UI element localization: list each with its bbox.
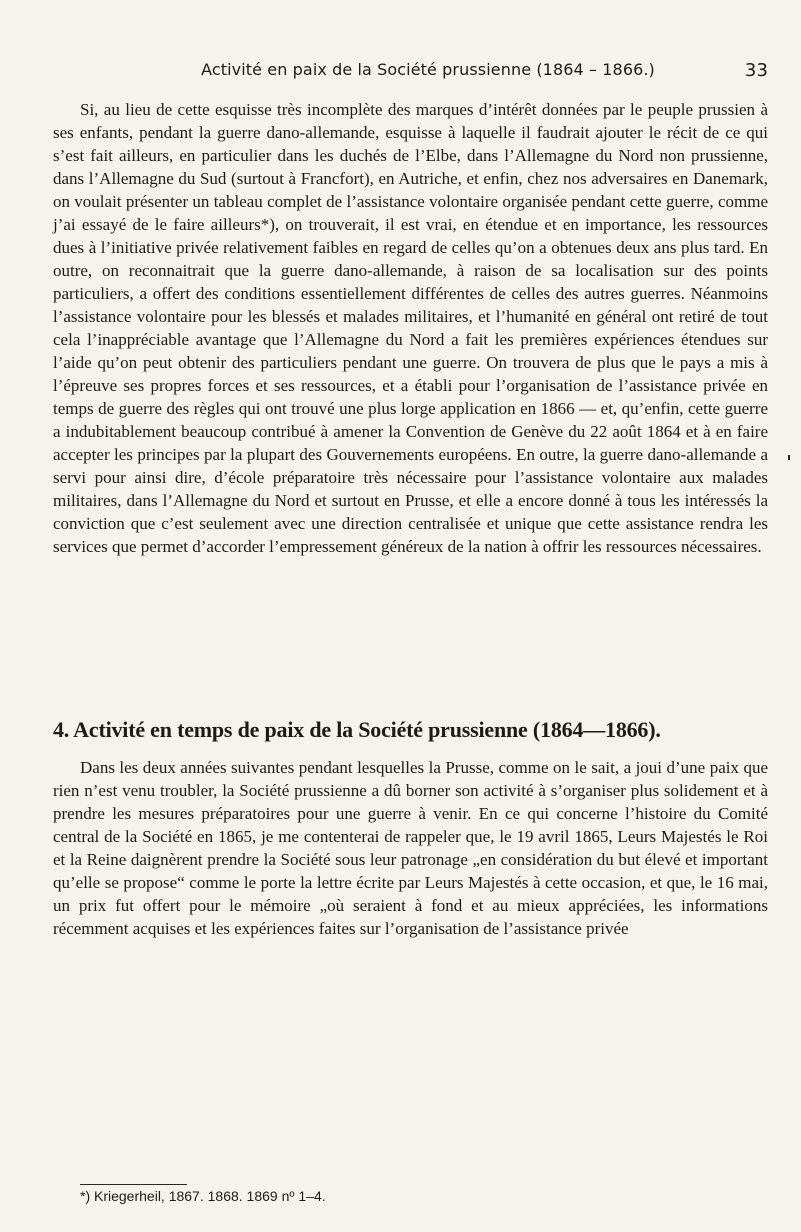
- paragraph-1: Si, au lieu de cette esquisse très incomplète des marques d’intérêt données par le peuple prussien à ses enfants, pendant la guerre dano-allemande, esquisse à laquelle il faudrait ajouter le récit de ce qui s’est fait ailleurs, en particulier dans les duchés de l’Elbe, dans l’Allemagne du Nord non prussienne, dans l’Allemagne du Sud (surtout à Francfort), en Autriche, et enfin, chez nos adversaires en Danemark, on voulait présenter un tableau complet de l’assistance volontaire organisée pendant cette guerre, comme j’ai essayé de le faire ailleurs*), on trouverait, il est vrai, en étendue et en importance, les ressources dues à l’initiative privée relativement faibles en regard de celles qu’on a obtenues deux ans plus tard. En outre, on reconnaitrait que la guerre dano-allemande, à raison de sa localisation sur des points particuliers, a offert des conditions essentiellement différentes de celles des autres guerres. Néanmoins l’assistance volontaire pour les blessés et malades militaires, et l’humanité en général ont retiré de tout cela l’inappréciable avantage que l’Allemagne du Nord a fait les premières expériences étendues sur l’aide qu’on peut obtenir des particuliers pendant une guerre. On trouvera de plus que le pays a mis à l’épreuve ses propres forces et ses ressources, et a établi pour l’organisation de l’assistance privée en temps de guerre des règles qui ont trouvé une plus lorge application en 1866 — et, qu’enfin, cette guerre a indubitablement beaucoup contribué à amener la Convention de Genève du 22 août 1864 et à en faire accepter les principes par la plupart des Gouvernements européens. En outre, la guerre dano-allemande a servi pour ainsi dire, d’école préparatoire très nécessaire pour l’assistance volontaire aux malades militaires, dans l’Allemagne du Nord et surtout en Prusse, et elle a encore donné à tous les intéressés la conviction que c’est seulement avec une direction centralisée et unique que cette assistance rendra les services que permet d’accorder l’empressement généreux de la nation à offrir les ressources nécessaires.: [53, 100, 768, 556]
- section-heading: 4. Activité en temps de paix de la Société prussienne (1864—1866).: [53, 717, 661, 742]
- page-number: 33: [744, 60, 768, 81]
- margin-mark: [788, 455, 790, 460]
- running-title: Activité en paix de la Société prussienne (1864 – 1866.): [201, 60, 655, 79]
- footnote: *) Kriegerheil, 1867. 1868. 1869 nº 1–4.: [80, 1188, 326, 1204]
- footnote-divider: [80, 1184, 187, 1185]
- running-header: [88, 60, 768, 82]
- paragraph-2: Dans les deux années suivantes pendant lesquelles la Prusse, comme on le sait, a joui d’une paix que rien n’est venu troubler, la Société prussienne a dû borner son activité à s’organiser plus solidement et à prendre les mesures préparatoires pour une guerre à venir. En ce qui concerne l’histoire du Comité central de la Société en 1865, je me contenterai de rappeler que, le 19 avril 1865, Leurs Majestés le Roi et la Reine daignèrent prendre la Société sous leur patronage „en considération du but élevé et important qu’elle se propose“ comme le porte la lettre écrite par Leurs Majestés à cette occasion, et que, le 16 mai, un prix fut offert pour le mémoire „où seraient à fond et au mieux appréciées, les informations récemment acquises et les expériences faites sur l’organisation de l’assistance privée: [53, 758, 768, 938]
